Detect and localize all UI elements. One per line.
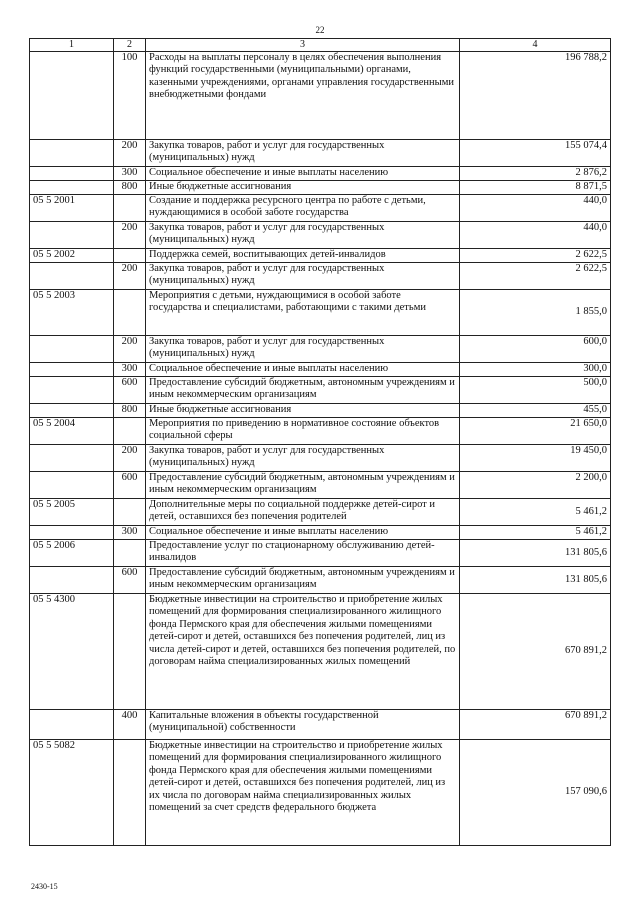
row-expense-type: 300 (114, 526, 146, 540)
row-description: Мероприятия с детьми, нуждающимися в особой заботе государства и специалистами, работающими с такими детьми (146, 290, 460, 336)
row-code (30, 363, 114, 377)
table-row (30, 195, 611, 222)
row-code: 05 5 4300 (30, 594, 114, 710)
row-code: 05 5 2003 (30, 290, 114, 336)
row-description: Закупка товаров, работ и услуг для государственных (муниципальных) нужд (146, 336, 460, 363)
row-description: Иные бюджетные ассигнования (146, 404, 460, 418)
table-row (30, 472, 611, 499)
row-amount: 1 855,0 (460, 290, 611, 336)
row-code (30, 377, 114, 404)
row-expense-type: 600 (114, 567, 146, 594)
table-row (30, 363, 611, 377)
row-description: Создание и поддержка ресурсного центра по работе с детьми, нуждающимися в особой заботе государства (146, 195, 460, 222)
row-expense-type (114, 740, 146, 846)
row-code: 05 5 2005 (30, 499, 114, 526)
row-amount: 2 876,2 (460, 167, 611, 181)
row-amount: 196 788,2 (460, 52, 611, 140)
row-expense-type (114, 290, 146, 336)
table-row (30, 567, 611, 594)
row-code: 05 5 2002 (30, 249, 114, 263)
row-code (30, 472, 114, 499)
row-code (30, 222, 114, 249)
row-code (30, 52, 114, 140)
row-amount: 2 622,5 (460, 263, 611, 290)
table-row (30, 540, 611, 567)
row-expense-type (114, 540, 146, 567)
row-amount: 500,0 (460, 377, 611, 404)
row-code: 05 5 2006 (30, 540, 114, 567)
row-amount: 2 200,0 (460, 472, 611, 499)
row-amount: 670 891,2 (460, 594, 611, 710)
table-row (30, 499, 611, 526)
row-expense-type: 200 (114, 336, 146, 363)
table-row (30, 594, 611, 710)
row-expense-type: 400 (114, 710, 146, 740)
table-row (30, 140, 611, 167)
row-description: Капитальные вложения в объекты государственной (муниципальной) собственности (146, 710, 460, 740)
row-code (30, 445, 114, 472)
budget-table (29, 38, 611, 846)
row-expense-type (114, 594, 146, 710)
row-expense-type: 300 (114, 167, 146, 181)
row-expense-type: 800 (114, 181, 146, 195)
row-description: Социальное обеспечение и иные выплаты населению (146, 363, 460, 377)
row-expense-type: 300 (114, 363, 146, 377)
header-col-3: 3 (146, 39, 460, 52)
row-description: Закупка товаров, работ и услуг для государственных (муниципальных) нужд (146, 222, 460, 249)
header-col-2: 2 (114, 39, 146, 52)
row-description: Закупка товаров, работ и услуг для государственных (муниципальных) нужд (146, 140, 460, 167)
row-description: Социальное обеспечение и иные выплаты населению (146, 526, 460, 540)
table-row (30, 263, 611, 290)
table-row (30, 404, 611, 418)
table-row (30, 249, 611, 263)
row-code (30, 526, 114, 540)
row-expense-type (114, 499, 146, 526)
row-code: 05 5 2001 (30, 195, 114, 222)
row-description: Бюджетные инвестиции на строительство и приобретение жилых помещений для формирования специализированного жилищного фонда Пермского края для обеспечения жилыми помещениями детей-сирот и детей, оставшихся без попечения родителей, лиц из их числа по договорам найма специализированных жилых помещений за счет средств федерального бюджета (146, 740, 460, 846)
page-number: 22 (315, 25, 325, 35)
row-expense-type: 200 (114, 222, 146, 249)
row-description: Бюджетные инвестиции на строительство и приобретение жилых помещений для формирования специализированного жилищного фонда Пермского края для обеспечения жилыми помещениями детей-сирот и детей, оставшихся без попечения родителей, лиц из числа детей-сирот и детей, оставшихся без попечения родителей, по договорам найма специализированных жилых помещений (146, 594, 460, 710)
table-row (30, 710, 611, 740)
document-code: 2430-15 (31, 882, 58, 891)
row-expense-type: 100 (114, 52, 146, 140)
row-amount: 670 891,2 (460, 710, 611, 740)
row-description: Закупка товаров, работ и услуг для государственных (муниципальных) нужд (146, 445, 460, 472)
row-expense-type: 600 (114, 377, 146, 404)
row-description: Дополнительные меры по социальной поддержке детей-сирот и детей, оставшихся без попечения родителей (146, 499, 460, 526)
table-row (30, 418, 611, 445)
row-code (30, 140, 114, 167)
row-code (30, 181, 114, 195)
row-amount: 455,0 (460, 404, 611, 418)
table-row (30, 377, 611, 404)
row-code (30, 336, 114, 363)
row-amount: 21 650,0 (460, 418, 611, 445)
table-row (30, 222, 611, 249)
row-description: Предоставление субсидий бюджетным, автономным учреждениям и иным некоммерческим организациям (146, 567, 460, 594)
row-code (30, 567, 114, 594)
row-description: Предоставление услуг по стационарному обслуживанию детей-инвалидов (146, 540, 460, 567)
row-amount: 5 461,2 (460, 526, 611, 540)
row-code (30, 404, 114, 418)
row-expense-type (114, 195, 146, 222)
row-amount: 600,0 (460, 336, 611, 363)
row-amount: 2 622,5 (460, 249, 611, 263)
row-amount: 440,0 (460, 195, 611, 222)
row-expense-type (114, 249, 146, 263)
row-code: 05 5 2004 (30, 418, 114, 445)
row-description: Поддержка семей, воспитывающих детей-инвалидов (146, 249, 460, 263)
header-col-4: 4 (460, 39, 611, 52)
row-expense-type (114, 418, 146, 445)
table-row (30, 167, 611, 181)
row-amount: 131 805,6 (460, 540, 611, 567)
row-description: Иные бюджетные ассигнования (146, 181, 460, 195)
table-row (30, 740, 611, 846)
row-description: Закупка товаров, работ и услуг для государственных (муниципальных) нужд (146, 263, 460, 290)
row-description: Предоставление субсидий бюджетным, автономным учреждениям и иным некоммерческим организациям (146, 472, 460, 499)
row-amount: 155 074,4 (460, 140, 611, 167)
row-code (30, 263, 114, 290)
row-code (30, 167, 114, 181)
row-description: Расходы на выплаты персоналу в целях обеспечения выполнения функций государственными (муниципальными) органами, казенными учреждениями, органами управления государственными внебюджетными фондами (146, 52, 460, 140)
table-row (30, 181, 611, 195)
row-expense-type: 200 (114, 445, 146, 472)
table-row (30, 526, 611, 540)
row-expense-type: 200 (114, 140, 146, 167)
row-code: 05 5 5082 (30, 740, 114, 846)
row-description: Предоставление субсидий бюджетным, автономным учреждениям и иным некоммерческим организациям (146, 377, 460, 404)
row-amount: 19 450,0 (460, 445, 611, 472)
row-amount: 157 090,6 (460, 740, 611, 846)
table-row (30, 52, 611, 140)
row-amount: 131 805,6 (460, 567, 611, 594)
table-row (30, 336, 611, 363)
row-expense-type: 200 (114, 263, 146, 290)
table-header-row (30, 39, 611, 52)
row-description: Социальное обеспечение и иные выплаты населению (146, 167, 460, 181)
row-expense-type: 600 (114, 472, 146, 499)
row-amount: 440,0 (460, 222, 611, 249)
table-row (30, 445, 611, 472)
row-description: Мероприятия по приведению в нормативное состояние объектов социальной сферы (146, 418, 460, 445)
table-row (30, 290, 611, 336)
header-col-1: 1 (30, 39, 114, 52)
row-amount: 8 871,5 (460, 181, 611, 195)
row-expense-type: 800 (114, 404, 146, 418)
row-code (30, 710, 114, 740)
row-amount: 5 461,2 (460, 499, 611, 526)
row-amount: 300,0 (460, 363, 611, 377)
